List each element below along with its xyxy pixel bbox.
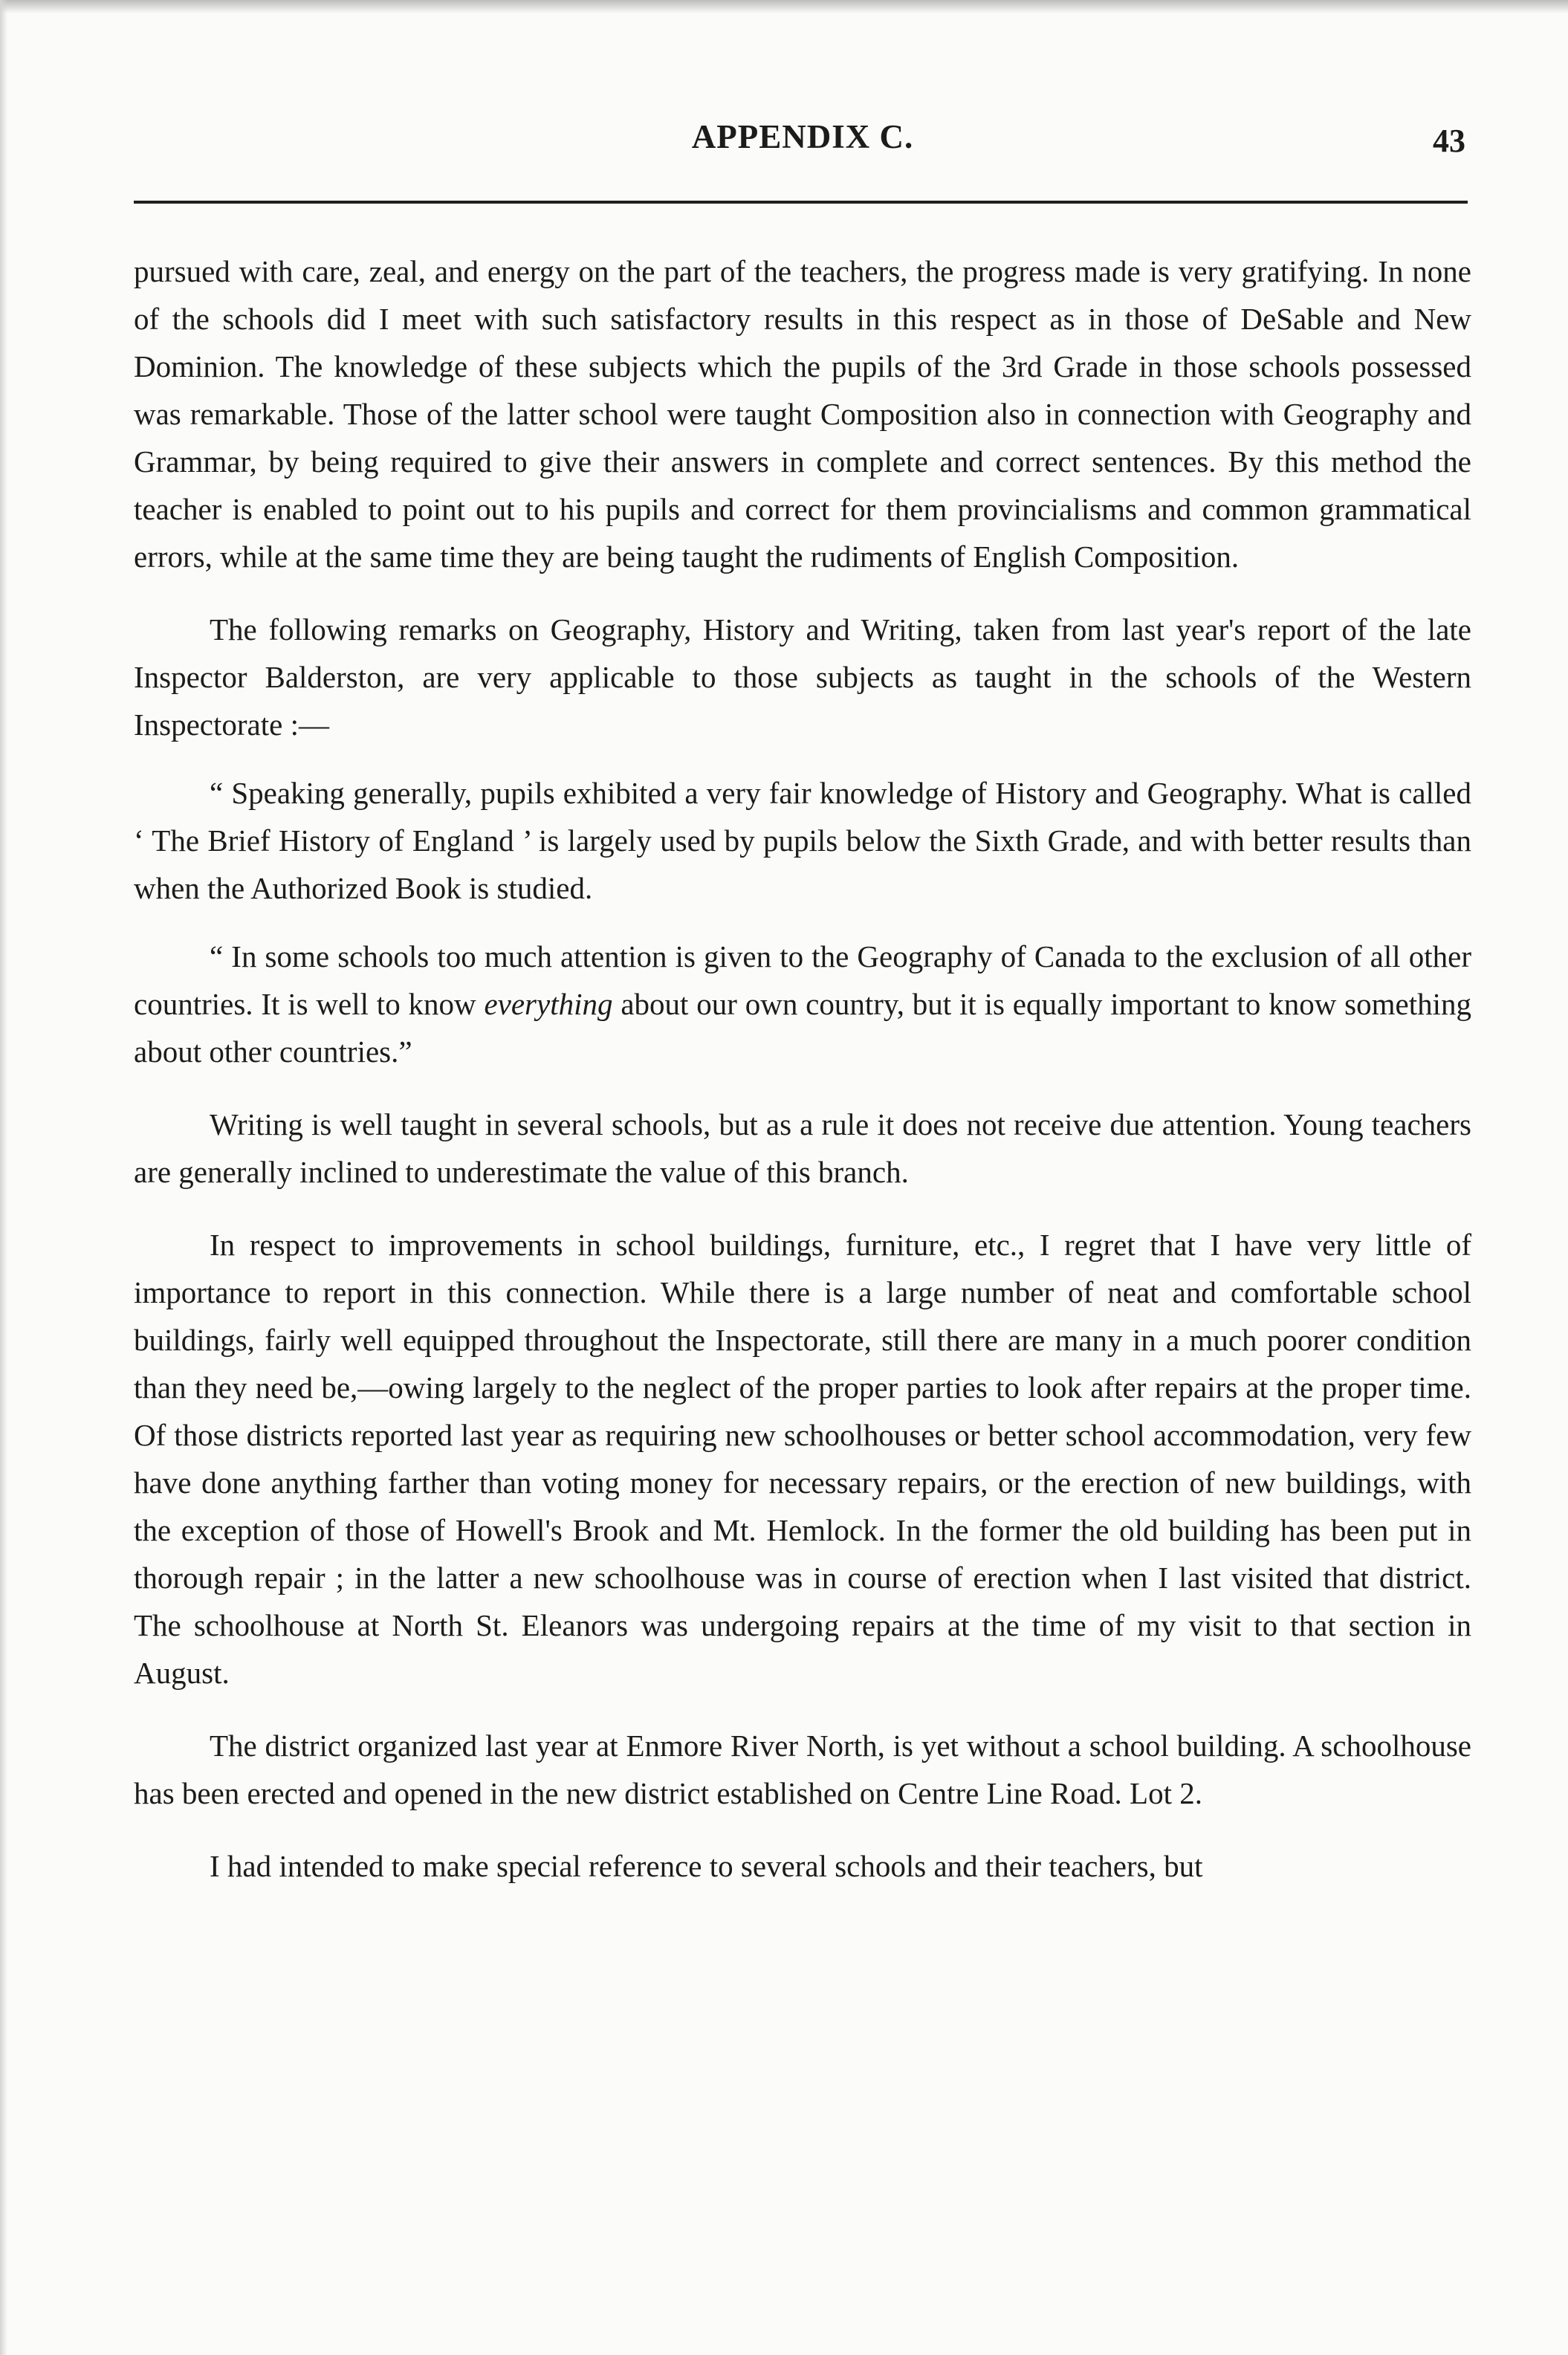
- page-header: [134, 111, 1471, 171]
- paragraph-enmore-district: The district organized last year at Enmore River North, is yet without a school building. A schoolhouse has been erected and opened in the new district established on Centre Line Road. Lot 2.: [134, 1729, 1471, 1810]
- emphasis-everything: everything: [484, 987, 613, 1021]
- page-number: 43: [1433, 123, 1465, 159]
- quote-text-end: about our own country, but it is equally important to know something about other countries.”: [134, 987, 1471, 1069]
- scan-shadow-top: [0, 0, 1568, 13]
- quote-paragraph-geography: [134, 933, 1471, 1075]
- paragraph-continuation: pursued with care, zeal, and energy on the part of the teachers, the progress made is very gratifying. In none of the schools did I meet with such satisfactory results in this respect as in those of DeSable and New Dominion. The knowledge of these subjects which the pupils of the 3rd Grade in those schools possessed was remarkable. Those of the latter school were taught Composition also in connection with Geography and Grammar, by being required to give their answers in complete and correct sentences. By this method the teacher is enabled to point out to his pupils and correct for them provincialisms and common grammatical errors, while at the same time they are being taught the rudiments of English Composition.: [134, 254, 1471, 574]
- paragraph-remarks-intro: The following remarks on Geography, History and Writing, taken from last year's report of the late Inspector Balderston, are very applicable to those subjects as taught in the schools of the Western Inspectorate :—: [134, 612, 1471, 742]
- paragraph-closing: I had intended to make special reference to several schools and their teachers, but: [210, 1849, 1203, 1883]
- body-text: [134, 247, 1471, 1890]
- running-title: APPENDIX C.: [691, 118, 914, 155]
- paragraph-writing: Writing is well taught in several schools, but as a rule it does not receive due attention. Young teachers are generally inclined to underestimate the value of this branch.: [134, 1107, 1471, 1189]
- paragraph-buildings: In respect to improvements in school buildings, furniture, etc., I regret that I have very little of importance to report in this connection. While there is a large number of neat and comfortable school buildings, fairly well equipped throughout the Inspectorate, still there are many in a much poorer condition than they need be,—owing largely to the neglect of the proper parties to look after repairs at the proper time. Of those districts reported last year as requiring new schoolhouses or better school accommodation, very few have done anything farther than voting money for necessary repairs, or the erection of new buildings, with the exception of those of Howell's Brook and Mt. Hemlock. In the former the old building has been put in thorough repair ; in the latter a new schoolhouse was in course of erection when I last visited that district. The schoolhouse at North St. Eleanors was undergoing repairs at the time of my visit to that section in August.: [134, 1228, 1471, 1690]
- quote-paragraph-history: “ Speaking generally, pupils exhibited a very fair knowledge of History and Geography. What is called ‘ The Brief History of England ’ is largely used by pupils below the Sixth Grade, and with better results than when the Authorized Book is studied.: [134, 776, 1471, 905]
- quote-text-start: “ In some schools too much attention is given to the Geography of Canada to the exclusion of all other countries. It is well to know: [134, 939, 1471, 1021]
- scan-shadow-left: [0, 0, 7, 2355]
- header-rule: [134, 201, 1468, 204]
